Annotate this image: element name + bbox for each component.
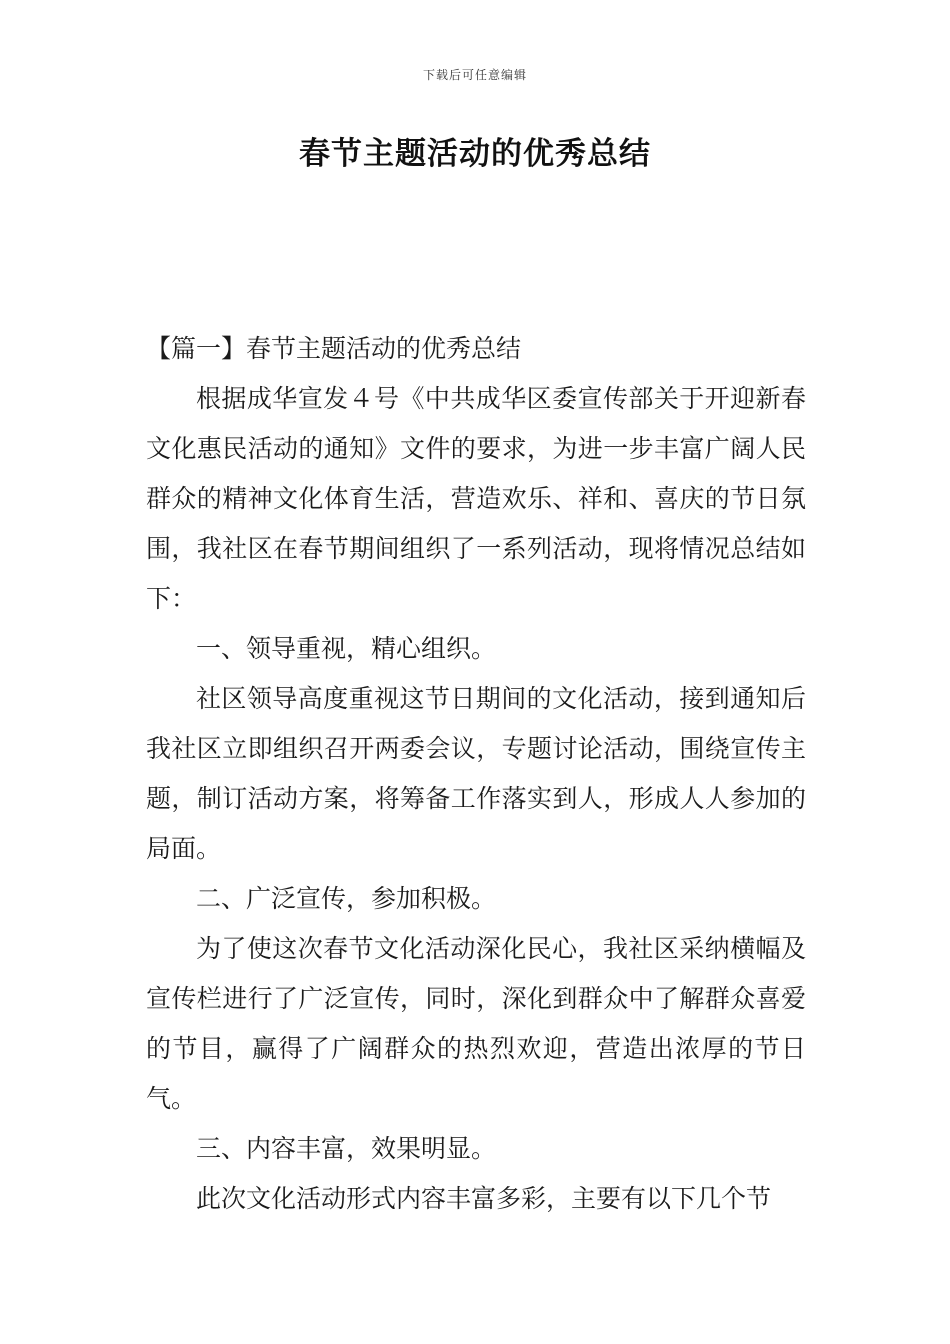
heading-publicity: 二、广泛宣传，参加积极。 — [196, 884, 497, 913]
heading-content: 三、内容丰富，效果明显。 — [196, 1134, 497, 1163]
paragraph-intro: 根据成华宣发４号《中共成华区委宣传部关于开迎新春文化惠民活动的通知》文件的要求，为进一步丰富广阔人民群众的精神文化体育生活，营造欢乐、祥和、喜庆的节日氛围，我社区在春节期间组织了一系列活动，现将情况总结如下： — [146, 384, 806, 613]
paragraph-leadership: 社区领导高度重视这节日期间的文化活动，接到通知后我社区立即组织召开两委会议，专题讨论活动，围绕宣传主题，制订活动方案，将筹备工作落实到人，形成人人参加的局面。 — [146, 684, 806, 863]
heading-leadership: 一、领导重视，精心组织。 — [196, 634, 497, 663]
header-note: 下载后可任意编辑 — [422, 68, 527, 82]
document-title: 春节主题活动的优秀总结 — [299, 136, 651, 172]
paragraph-content: 此次文化活动形式内容丰富多彩，主要有以下几个节 — [196, 1184, 772, 1213]
section-label: 【篇一】春节主题活动的优秀总结 — [146, 334, 522, 363]
document-body — [146, 324, 806, 1224]
paragraph-publicity: 为了使这次春节文化活动深化民心，我社区采纳横幅及宣传栏进行了广泛宣传，同时，深化到群众中了解群众喜爱的节目，赢得了广阔群众的热烈欢迎，营造出浓厚的节日气。 — [146, 934, 806, 1113]
